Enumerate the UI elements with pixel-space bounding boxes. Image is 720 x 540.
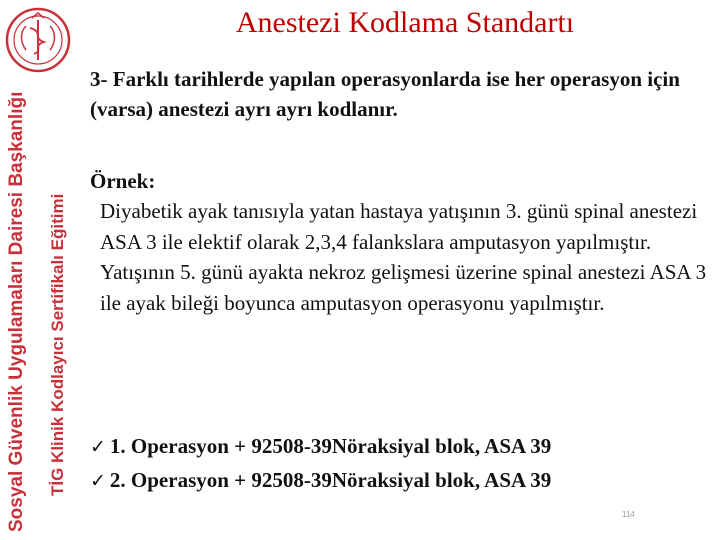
check-list bbox=[90, 430, 710, 497]
sidebar-line1: Sosyal Güvenlik Uygulamaları Dairesi Başkanlığı bbox=[6, 91, 27, 532]
example-heading: Örnek: bbox=[90, 169, 156, 193]
checkmark-icon: ✓ bbox=[90, 469, 106, 492]
ministry-seal-icon bbox=[4, 6, 72, 74]
check-item-text: 2. Operasyon + 92508-39Nöraksiyal blok, ASA 39 bbox=[109, 467, 552, 492]
page-number: 114 bbox=[622, 510, 635, 519]
check-item-text: 1. Operasyon + 92508-39Nöraksiyal blok, ASA 39 bbox=[109, 434, 552, 458]
page-title: Anestezi Kodlama Standartı bbox=[235, 6, 575, 39]
check-item bbox=[90, 430, 710, 464]
example-body: Diyabetik ayak tanısıyla yatan hastaya yatışının 3. günü spinal anestezi ASA 3 ile elektif olarak 2,3,4 falankslara amputasyon yapılmıştır. Yatışının 5. günü ayakta nekroz gelişmesi üzerine spinal anestezi ASA 3 ile ayak bileği boyunca amputasyon operasyonu yapılmıştır. bbox=[100, 199, 707, 315]
example-block bbox=[90, 166, 710, 318]
check-item bbox=[90, 464, 710, 498]
sidebar-banner bbox=[0, 0, 84, 540]
sidebar-line2: TİG Klinik Kodlayıcı Sertifikalı Eğitimi bbox=[48, 193, 67, 496]
checkmark-icon: ✓ bbox=[90, 436, 106, 458]
rule-text: 3- Farklı tarihlerde yapılan operasyonlarda ise her operasyon için (varsa) anestezi ayrı ayrı kodlanır. bbox=[90, 67, 680, 122]
